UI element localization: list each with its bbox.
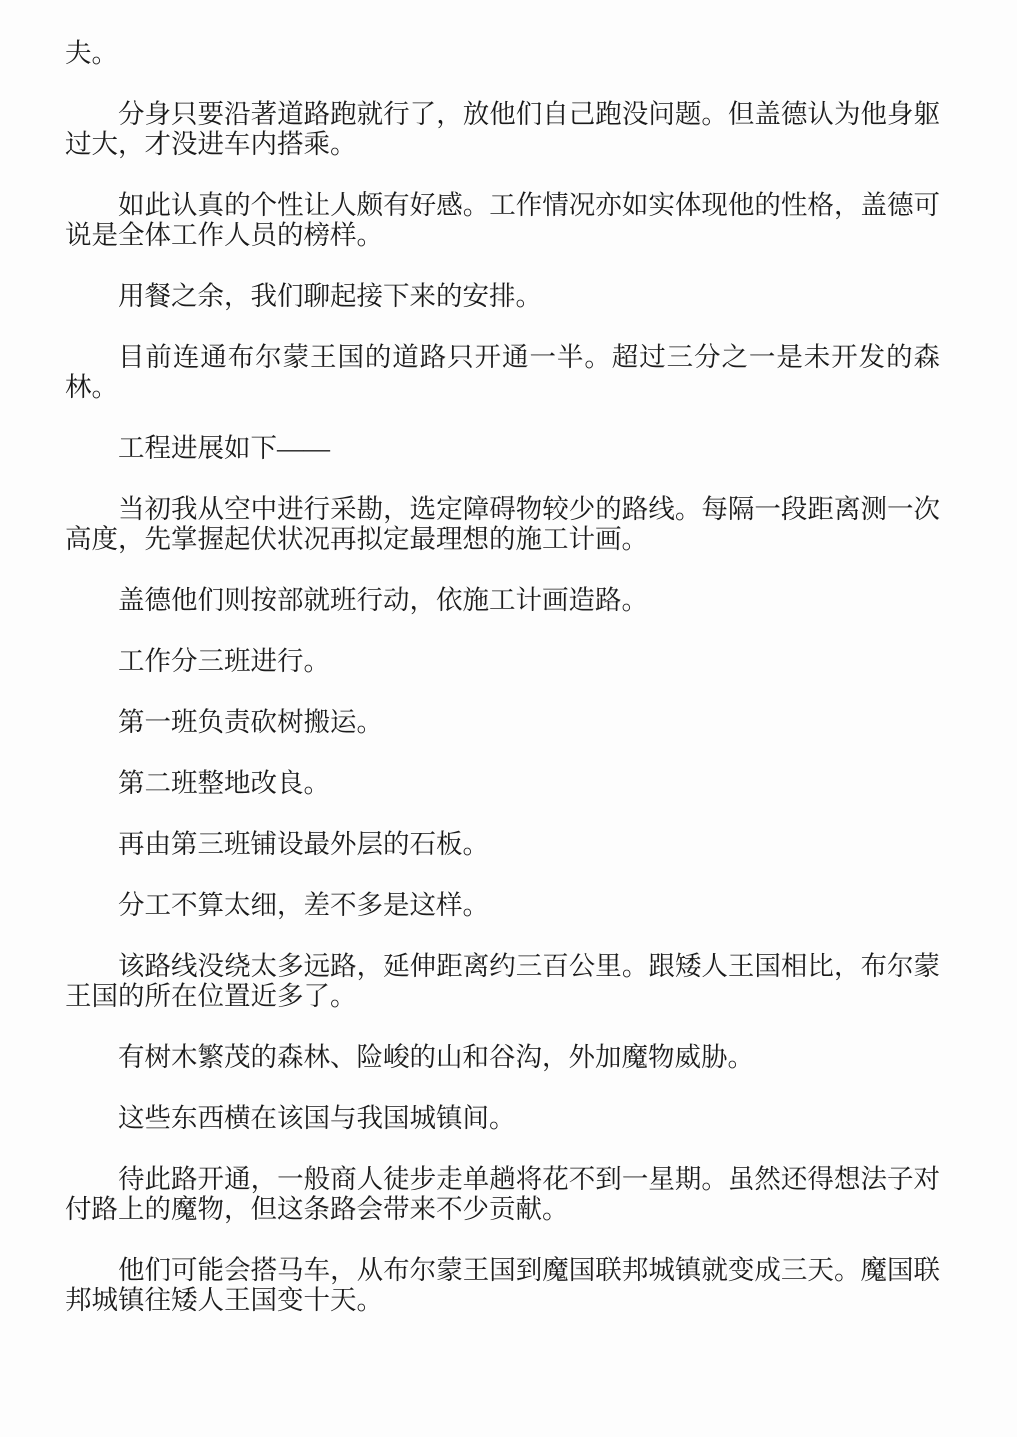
paragraph: 第一班负责砍树搬运。: [118, 707, 383, 737]
paragraph: 他们可能会搭马车，从布尔蒙王国到魔国联邦城镇就变成三天。魔国联邦城镇往矮人王国变十天。: [65, 1255, 940, 1315]
paragraph: 分工不算太细，差不多是这样。: [118, 890, 489, 920]
paragraph: 夫。: [65, 38, 118, 68]
paragraph: 再由第三班铺设最外层的石板。: [118, 829, 489, 859]
paragraph: 盖德他们则按部就班行动，依施工计画造路。: [118, 585, 648, 615]
paragraph: 当初我从空中进行采勘，选定障碍物较少的路线。每隔一段距离测一次高度，先掌握起伏状况再拟定最理想的施工计画。: [65, 494, 940, 554]
paragraph: 用餐之余，我们聊起接下来的安排。: [118, 281, 542, 311]
paragraph: 如此认真的个性让人颇有好感。工作情况亦如实体现他的性格，盖德可说是全体工作人员的榜样。: [65, 190, 940, 250]
paragraph: 工程进展如下——: [118, 433, 330, 463]
paragraph: 第二班整地改良。: [118, 768, 330, 798]
paragraph: 目前连通布尔蒙王国的道路只开通一半。超过三分之一是未开发的森林。: [65, 342, 940, 402]
paragraph: 有树木繁茂的森林、险峻的山和谷沟，外加魔物威胁。: [118, 1042, 754, 1072]
paragraph-list: [65, 38, 1017, 1315]
paragraph: 分身只要沿著道路跑就行了，放他们自己跑没问题。但盖德认为他身躯过大，才没进车内搭乘。: [65, 99, 940, 159]
paragraph: 该路线没绕太多远路，延伸距离约三百公里。跟矮人王国相比，布尔蒙王国的所在位置近多了。: [65, 951, 940, 1011]
paragraph: 这些东西横在该国与我国城镇间。: [118, 1103, 516, 1133]
paragraph: 待此路开通，一般商人徒步走单趟将花不到一星期。虽然还得想法子对付路上的魔物，但这条路会带来不少贡献。: [65, 1164, 940, 1224]
paragraph: 工作分三班进行。: [118, 646, 330, 676]
